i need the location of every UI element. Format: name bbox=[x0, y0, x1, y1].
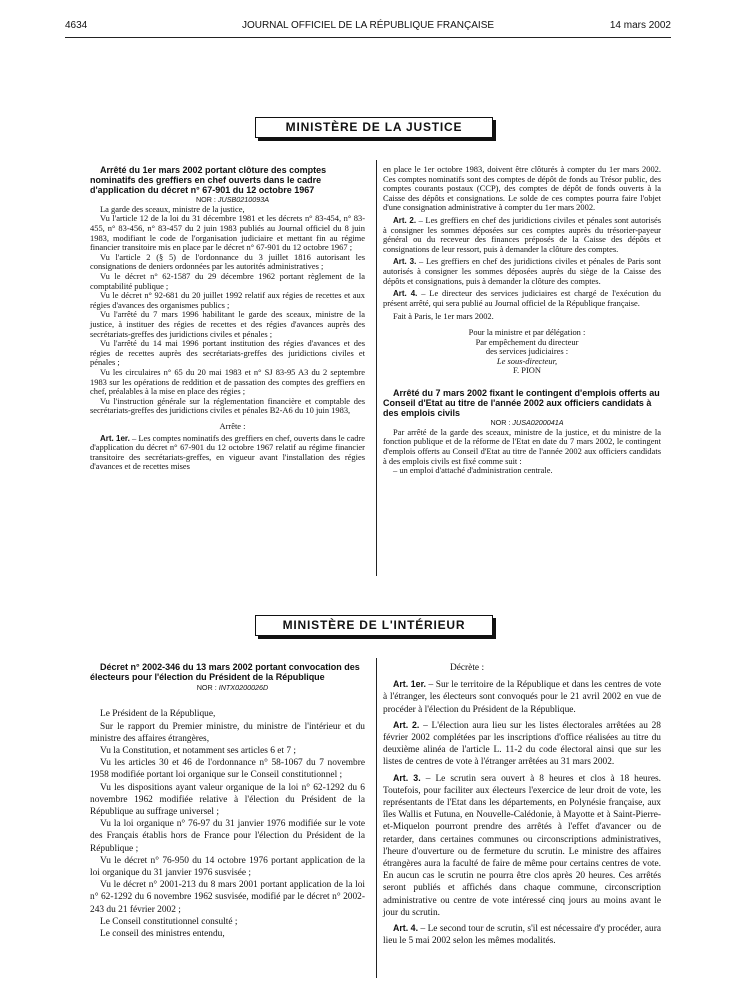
arrete1-art1: Art. 1er. – Les comptes nominatifs des greffiers en chef, ouverts dans le cadre d'application du décret n° 67-901 du 12 octobre 1967 relatif au régime financier transitoire des secrétariats-greffes, en vigueur avant l'installation des régies d'avances et de recettes mises bbox=[90, 432, 366, 472]
decret-nor: NOR : INTX0200026D bbox=[196, 683, 269, 693]
decret-para: Vu la Constitution, et notamment ses articles 6 et 7 ; bbox=[100, 746, 297, 756]
decret-para: Le conseil des ministres entendu, bbox=[100, 929, 225, 940]
arrete1-para: Vu le décret n° 92-681 du 20 juillet 1992 relatif aux régies de recettes et aux régies d'avances des organismes publics ; bbox=[90, 290, 365, 310]
decret-title: Décret n° 2002-346 du 13 mars 2002 portant convocation des électeurs pour l'élection du Président de la République bbox=[90, 662, 360, 683]
column-divider bbox=[376, 658, 377, 978]
decret-para: Vu le décret n° 76-950 du 14 octobre 1976 portant application de la loi organique du 31 janvier 1976 susvisée ; bbox=[90, 855, 365, 879]
arrete1-para: La garde des sceaux, ministre de la justice, bbox=[100, 203, 245, 214]
decret-para: Vu les articles 30 et 46 de l'ordonnance n° 58-1067 du 7 novembre 1958 modifiée portant loi organique sur le Conseil constitutionnel ; bbox=[90, 758, 365, 781]
arrete1-para: Vu le décret n° 62-1587 du 29 décembre 1962 portant règlement de la comptabilité publique ; bbox=[90, 271, 365, 291]
decret-para: Vu les dispositions ayant valeur organique de la loi n° 62-1292 du 6 novembre 1962 modifiée relative à l'élection du Président de la République au suffrage universel ; bbox=[90, 782, 365, 818]
issue-date: 14 mars 2002 bbox=[609, 20, 671, 31]
arrete1-para: Vu l'article 2 (§ 5) de l'ordonnance du 3 juillet 1816 autorisant les consignations de deniers ordonnées par les autorités administratives ; bbox=[90, 251, 365, 272]
decret-para: Vu la loi organique n° 76-97 du 31 janvier 1976 modifiée sur le vote des Français établis hors de France pour l'élection du Président de la République ; bbox=[90, 819, 365, 854]
decret-art1: Art. 1er. – Sur le territoire de la République et dans les centres de vote à l'étranger, les électeurs sont convoqués pour le 21 avril 2002 en vue de procéder à l'élection du Président de la République. bbox=[383, 679, 662, 715]
interieur-left-column bbox=[90, 662, 365, 940]
column-divider bbox=[376, 160, 377, 576]
arrete1-art1-continued: en place le 1er octobre 1983, doivent être clôturés à compter du 1er mars 2002. Ces comptes nominatifs sont des comptes de dépôt de fonds au Trésor public, des comptes courants postaux (CCP), des comptes de dépôt de fonds ouverts à la Caisse des dépôts et consignations. Le solde de ces comptes pourra faire l'objet d'une consignation administrative à compter du 1er mars 2002. bbox=[383, 164, 661, 213]
arrete1-para: Vu l'article 12 de la loi du 31 décembre 1981 et les décrets n° 83-454, n° 83-455, n° 83-456, n° 83-457 du 2 juin 1983 publiés au Journal officiel du 8 juin 1983, modifiant le code de l'organisation judiciaire et mettant fin au régime financier transitoire mis en place par le décret n° 67-901 du 12 octobre 1967 ; bbox=[90, 213, 365, 253]
arrete2-title: Arrêté du 7 mars 2002 fixant le contingent d'emplois offerts au Conseil d'Etat au titre de l'année 2002 aux officiers candidats à des emplois civils bbox=[383, 387, 660, 419]
decret-art4: Art. 4. – Le second tour de scrutin, s'il est nécessaire d'y procéder, aura lieu le 5 mai 2002 selon les mêmes modalités. bbox=[383, 923, 661, 947]
decret-para: Vu le décret n° 2001-213 du 8 mars 2001 portant application de la loi n° 62-1292 du 6 novembre 1962 susvisée, modifié par le décret n° 2002-243 du 21 février 2002 ; bbox=[90, 880, 365, 915]
decret-art2: Art. 2. – L'élection aura lieu sur les listes électorales arrêtées au 28 février 2002 complétées par les inscriptions d'office réalisées au titre du deuxième alinéa de l'article L. 11-2 du code électoral ainsi que sur les listes de centres de vote à l'étranger arrêtées au 31 mars 2002. bbox=[383, 719, 661, 768]
decret-para: Le Président de la République, bbox=[100, 709, 216, 720]
arrete1-title: Arrêté du 1er mars 2002 portant clôture des comptes nominatifs des greffiers en chef ouverts dans le cadre d'application du décret n° 67-901 du 12 octobre 1967 bbox=[90, 165, 327, 196]
arrete1-para: Vu l'arrêté du 14 mai 1996 portant institution des régies d'avances et des régies de recettes auprès des secrétariats-greffes des juridictions civiles et pénales ; bbox=[90, 338, 365, 368]
arrete1-art4: Art. 4. – Le directeur des services judiciaires est chargé de l'exécution du présent arrêté, qui sera publié au Journal officiel de la République française. bbox=[383, 288, 662, 308]
arrete2-nor: NOR : JUSA0200041A bbox=[490, 418, 564, 428]
arrete1-art2: Art. 2. – Les greffiers en chef des juridictions civiles et pénales sont autorisés à consigner les sommes déposées sur ces comptes auprès du trésorier-payeur général ou du receveur des finances préposés de la Caisse des dépôts et consignations de leur ressort, puis à demander la clôture des comptes. bbox=[383, 214, 662, 254]
page-header bbox=[65, 20, 671, 34]
header-rule bbox=[65, 37, 671, 38]
interieur-right-column bbox=[383, 662, 661, 947]
justice-right-column bbox=[383, 165, 661, 476]
justice-left-column bbox=[90, 165, 365, 472]
arrete1-fait: Fait à Paris, le 1er mars 2002. bbox=[393, 311, 494, 322]
arrete1-para: Vu l'instruction générale sur la réglementation financière et comptable des secrétariats-greffes des juridictions civiles et pénales B2-A6 du 10 juin 1983, bbox=[90, 395, 365, 416]
arrete1-para: Vu les circulaires n° 65 du 20 mai 1983 et n° SJ 83-95 A3 du 2 septembre 1983 sur les opérations de reddition et de passation des comptes des greffiers en chef, préalables à la mise en place des régies ; bbox=[90, 366, 365, 397]
decret-para: Le Conseil constitutionnel consulté ; bbox=[100, 916, 238, 927]
decret-para: Sur le rapport du Premier ministre, du ministre de l'intérieur et du ministre des affaires étrangères, bbox=[90, 721, 365, 744]
arrete-word: Arrête : bbox=[219, 420, 246, 431]
page-number: 4634 bbox=[65, 20, 88, 31]
arrete1-art3: Art. 3. – Les greffiers en chef des juridictions civiles et pénales de Paris sont autorisés à consigner les sommes déposées auprès du siège de la Caisse des dépôts et consignations, puis à demander la clôture des comptes. bbox=[383, 256, 662, 286]
ministry-justice-heading: MINISTÈRE DE LA JUSTICE bbox=[255, 117, 493, 138]
arrete2-text: Par arrêté de la garde des sceaux, ministre de la justice, et du ministre de la fonction publique et de la réforme de l'Etat en date du 7 mars 2002, le contingent d'emplois offerts au Conseil d'Etat au titre de l'année 2002 aux officiers candidats à des emplois civils est fixé comme suit : bbox=[383, 426, 661, 466]
decrete-word: Décrète : bbox=[449, 663, 485, 673]
arrete1-signature: Pour la ministre et par délégation : Par empêchement du directeur des services judiciaires : Le sous-directeur, F. PION bbox=[468, 326, 586, 376]
arrete1-para: Vu l'arrêté du 7 mars 1996 habilitant le garde des sceaux, ministre de la justice, à instituer des régies de recettes et des régies d'avances auprès des secrétariats-greffes des juridictions civiles et pénales ; bbox=[90, 309, 365, 339]
ministry-interieur-heading: MINISTÈRE DE L'INTÉRIEUR bbox=[255, 615, 493, 636]
decret-art3: Art. 3. – Le scrutin sera ouvert à 8 heures et clos à 18 heures. Toutefois, pour faciliter aux électeurs l'exercice de leur droit de vote, les représentants de l'Etat dans les départements, en Polynésie française, aux îles Wallis et Futuna, en Nouvelle-Calédonie, à Mayotte et à Saint-Pierre-et-Miquelon pourront prendre des arrêtés à l'effet d'avancer ou de retarder, dans certaines communes ou circonscriptions administratives, l'heure d'ouverture ou de fermeture du scrutin. Le ministre des affaires étrangères aura la faculté de faire de même pour certains centres de vote. En aucun cas le scrutin ne pourra être clos après 20 heures. Ces arrêtés seront publiés et affichés dans chaque commune, circonscription administrative ou centre de vote intéressé cinq jours au moins avant le jour du scrutin. bbox=[383, 772, 661, 918]
arrete2-item: – un emploi d'attaché d'administration centrale. bbox=[393, 465, 553, 476]
journal-title: JOURNAL OFFICIEL DE LA RÉPUBLIQUE FRANÇAISE bbox=[241, 20, 495, 31]
arrete1-nor: NOR : JUSB0210093A bbox=[195, 195, 270, 205]
